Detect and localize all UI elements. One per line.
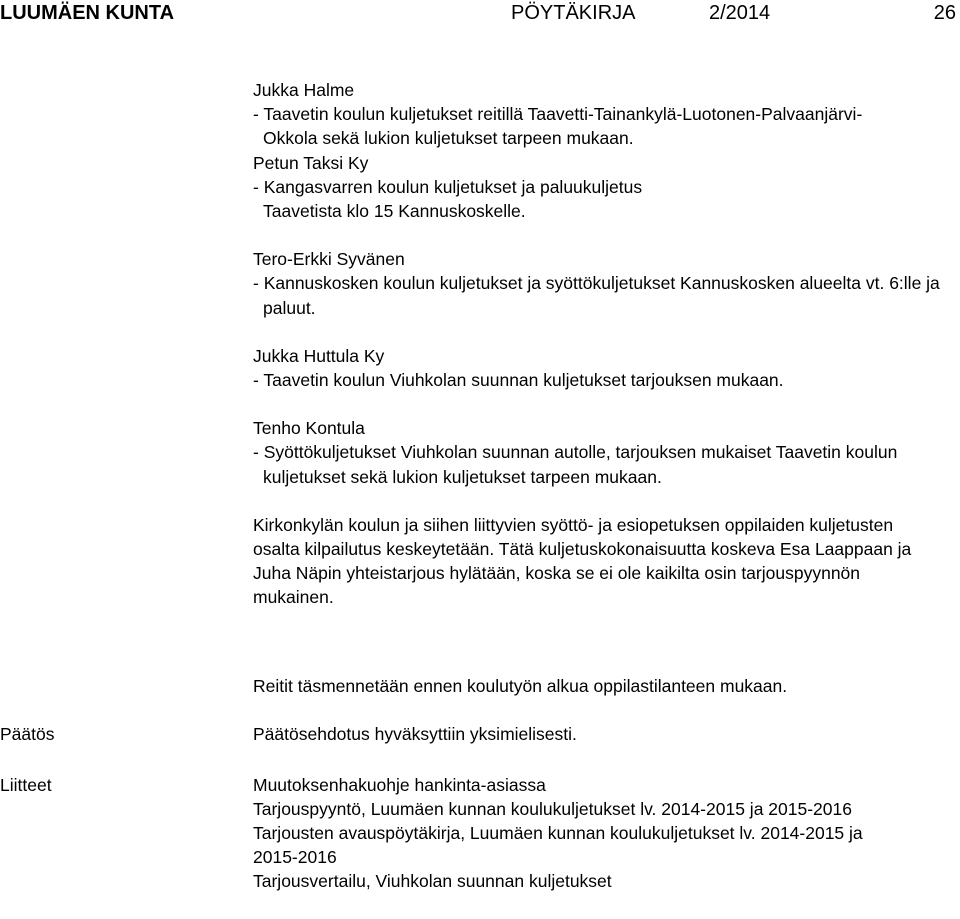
contractor-name: Tero-Erkki Syvänen [253,249,405,270]
cancellation-statement: Kirkonkylän koulun ja siihen liittyvien syöttö- ja esiopetuksen oppilaiden kuljetusten osalta kilpailutus keskeytetään. Tätä kuljetuskokonaisuutta koskeva Esa Laappaan ja Juha Näpin yhteistarjous hylätään, koska se ei ole kaikilta osin tarjouspyynnön mukainen. [253,514,912,608]
page-number: 26 [933,2,956,24]
contractor-block [253,78,953,223]
contractor-block [253,416,953,489]
contractor-block [253,247,953,320]
page-header [0,0,960,30]
attachment-item: Tarjouspyyntö, Luumäen kunnan koulukuljetukset lv. 2014-2015 ja 2015-2016 [253,799,852,819]
decision-text [253,722,953,746]
contractor-route: - Syöttökuljetukset Viuhkolan suunnan autolle, tarjouksen mukaiset Taavetin koulun kuljetukset sekä lukion kuljetukset tarpeen mukaan. [253,442,898,487]
contractor-name: Jukka Huttula Ky [253,345,385,366]
attachment-item: Tarjousvertailu, Viuhkolan suunnan kuljetukset [253,871,612,891]
contractor-route: - Taavetin koulun kuljetukset reitillä Taavetti-Tainankylä-Luotonen-Palvaanjärvi-Okkola sekä lukion kuljetukset tarpeen mukaan. [253,104,863,149]
contractor-block [253,344,953,392]
contractor-name: Petun Taksi Ky [253,152,369,173]
organization-name: LUUMÄEN KUNTA [0,2,175,24]
routes-note [253,674,953,698]
document-type: PÖYTÄKIRJA [511,2,636,24]
contractor-name: Jukka Halme [253,80,355,100]
attachment-item: Tarjousten avauspöytäkirja, Luumäen kunnan koulukuljetukset lv. 2014-2015 ja 2015-2016 [253,823,863,867]
attachment-item: Muutoksenhakuohje hankinta-asiassa [253,775,546,795]
decision-label: Päätös [0,724,55,744]
main-body [253,78,953,610]
contractor-name: Tenho Kontula [253,418,365,439]
attachments-list [253,773,893,893]
contractor-route: - Kangasvarren koulun kuljetukset ja paluukuljetus Taavetista klo 15 Kannuskoskelle. [253,176,643,222]
contractor-route: - Kannuskosken koulun kuljetukset ja syöttökuljetukset Kannuskosken alueelta vt. 6:lle ja paluut. [253,273,940,318]
contractor-route: - Taavetin koulun Viuhkolan suunnan kuljetukset tarjouksen mukaan. [253,370,784,391]
attachments-label: Liitteet [0,775,52,795]
routes-note-text: Reitit täsmennetään ennen koulutyön alkua oppilastilanteen mukaan. [253,676,788,696]
decision-text-content: Päätösehdotus hyväksyttiin yksimielisesti. [253,724,577,744]
document-number: 2/2014 [709,2,771,24]
